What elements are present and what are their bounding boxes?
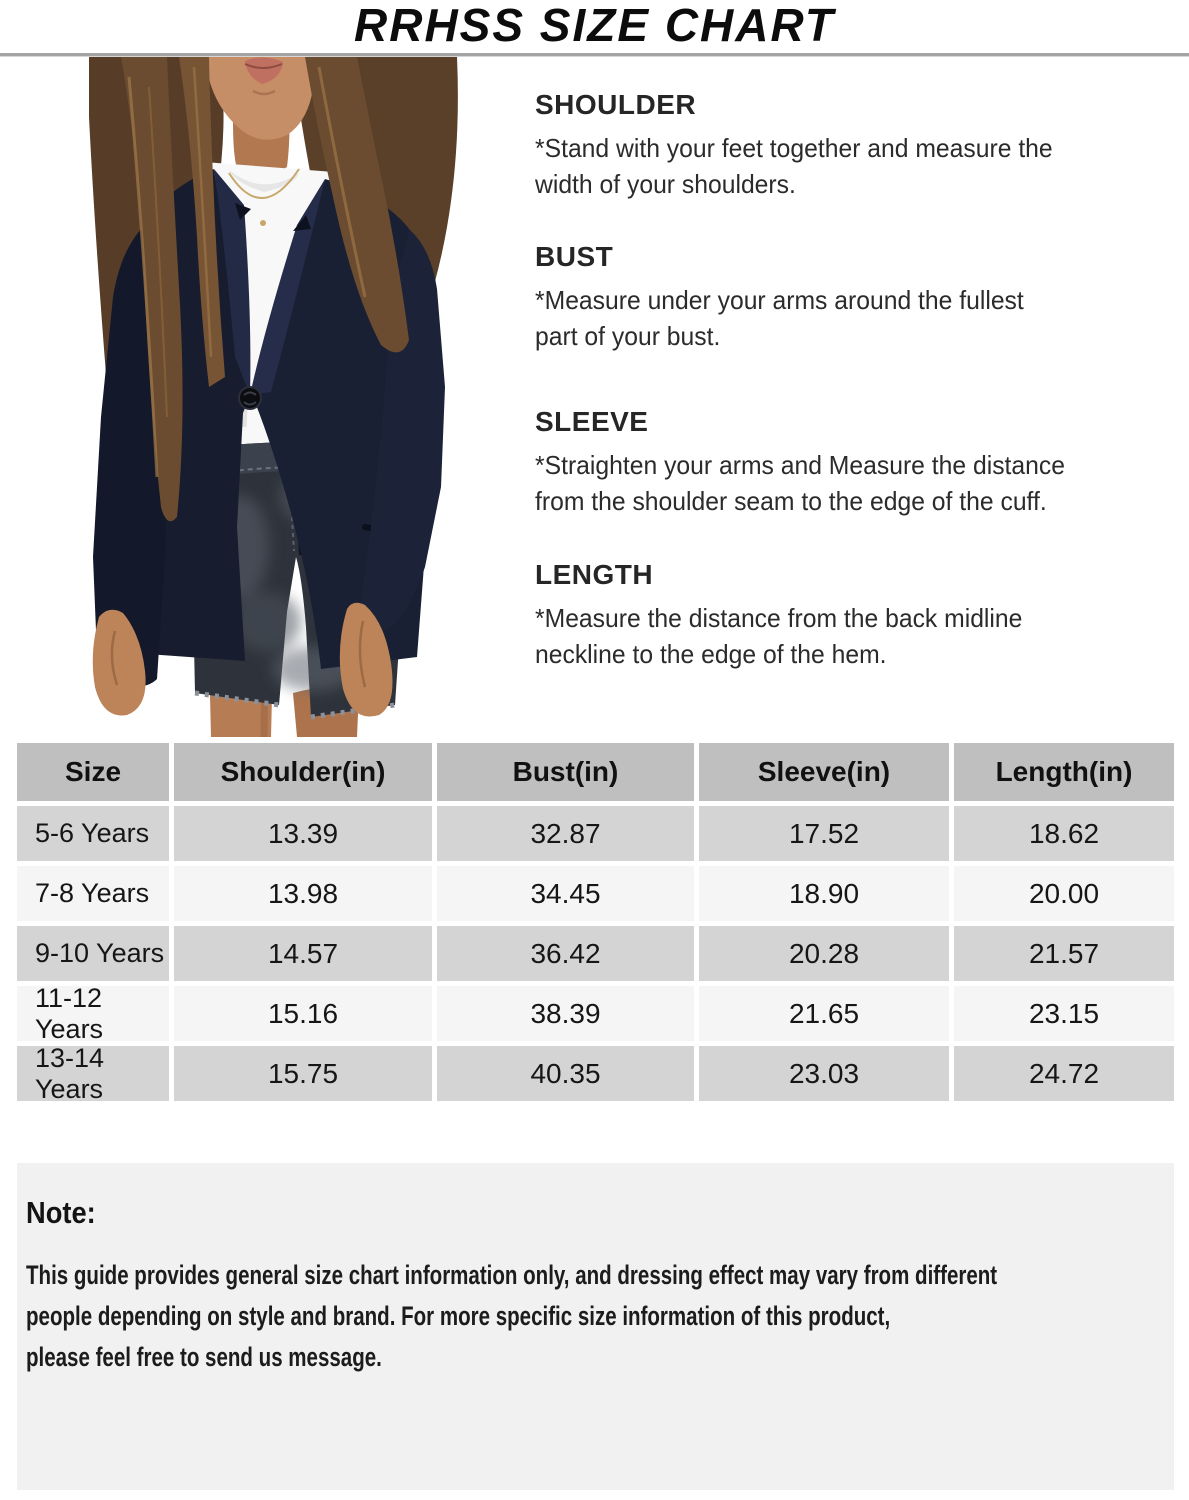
header-cell-length: Length(in): [954, 743, 1174, 801]
cell-size: 9-10 Years: [17, 926, 169, 981]
instruction-shoulder: [535, 90, 1183, 202]
cell-shoulder: 14.57: [174, 926, 432, 981]
cell-bust: 38.39: [437, 986, 694, 1041]
cell-bust: 32.87: [437, 806, 694, 861]
cell-size: 11-12 Years: [17, 986, 169, 1041]
cell-shoulder: 15.16: [174, 986, 432, 1041]
blazer-button: [239, 387, 261, 409]
cell-size: 7-8 Years: [17, 866, 169, 921]
cell-length: 20.00: [954, 866, 1174, 921]
header-cell-bust: Bust(in): [437, 743, 694, 801]
instruction-heading: SHOULDER: [535, 89, 697, 120]
instruction-body: *Measure the distance from the back midline neckline to the edge of the hem.: [535, 603, 1023, 669]
instruction-heading: BUST: [535, 241, 614, 272]
cell-length: 18.62: [954, 806, 1174, 861]
model-photo-illustration: [58, 57, 515, 737]
note-body: This guide provides general size chart information only, and dressing effect may vary from different people depending on style and brand. For more specific size information of this product, please feel free to send us message.: [26, 1260, 998, 1372]
instruction-body: *Measure under your arms around the fullest part of your bust.: [535, 285, 1024, 351]
cell-bust: 34.45: [437, 866, 694, 921]
instruction-body: *Stand with your feet together and measure the width of your shoulders.: [535, 133, 1053, 199]
cell-length: 24.72: [954, 1046, 1174, 1101]
size-table: [17, 743, 1174, 1104]
cell-shoulder: 13.39: [174, 806, 432, 861]
instruction-bust: [535, 242, 1183, 354]
cell-bust: 40.35: [437, 1046, 694, 1101]
note-section: [17, 1163, 1174, 1490]
instruction-heading: LENGTH: [535, 559, 654, 590]
model-photo: [58, 57, 515, 737]
cell-shoulder: 13.98: [174, 866, 432, 921]
instruction-body: *Straighten your arms and Measure the distance from the shoulder seam to the edge of the cuff.: [535, 450, 1065, 516]
cell-sleeve: 23.03: [699, 1046, 949, 1101]
cell-sleeve: 21.65: [699, 986, 949, 1041]
cell-sleeve: 17.52: [699, 806, 949, 861]
header-cell-shoulder: Shoulder(in): [174, 743, 432, 801]
note-heading: Note:: [26, 1195, 96, 1230]
cell-length: 21.57: [954, 926, 1174, 981]
cell-size: 13-14 Years: [17, 1046, 169, 1101]
instruction-sleeve: [535, 407, 1183, 519]
instruction-heading: SLEEVE: [535, 406, 649, 437]
header-cell-size: Size: [17, 743, 169, 801]
cell-length: 23.15: [954, 986, 1174, 1041]
page-title: RRHSS SIZE CHART: [354, 0, 835, 51]
cell-shoulder: 15.75: [174, 1046, 432, 1101]
cell-bust: 36.42: [437, 926, 694, 981]
header-cell-sleeve: Sleeve(in): [699, 743, 949, 801]
measuring-instructions: [535, 84, 1183, 704]
cell-sleeve: 20.28: [699, 926, 949, 981]
cell-size: 5-6 Years: [17, 806, 169, 861]
instruction-length: [535, 560, 1183, 672]
cell-sleeve: 18.90: [699, 866, 949, 921]
